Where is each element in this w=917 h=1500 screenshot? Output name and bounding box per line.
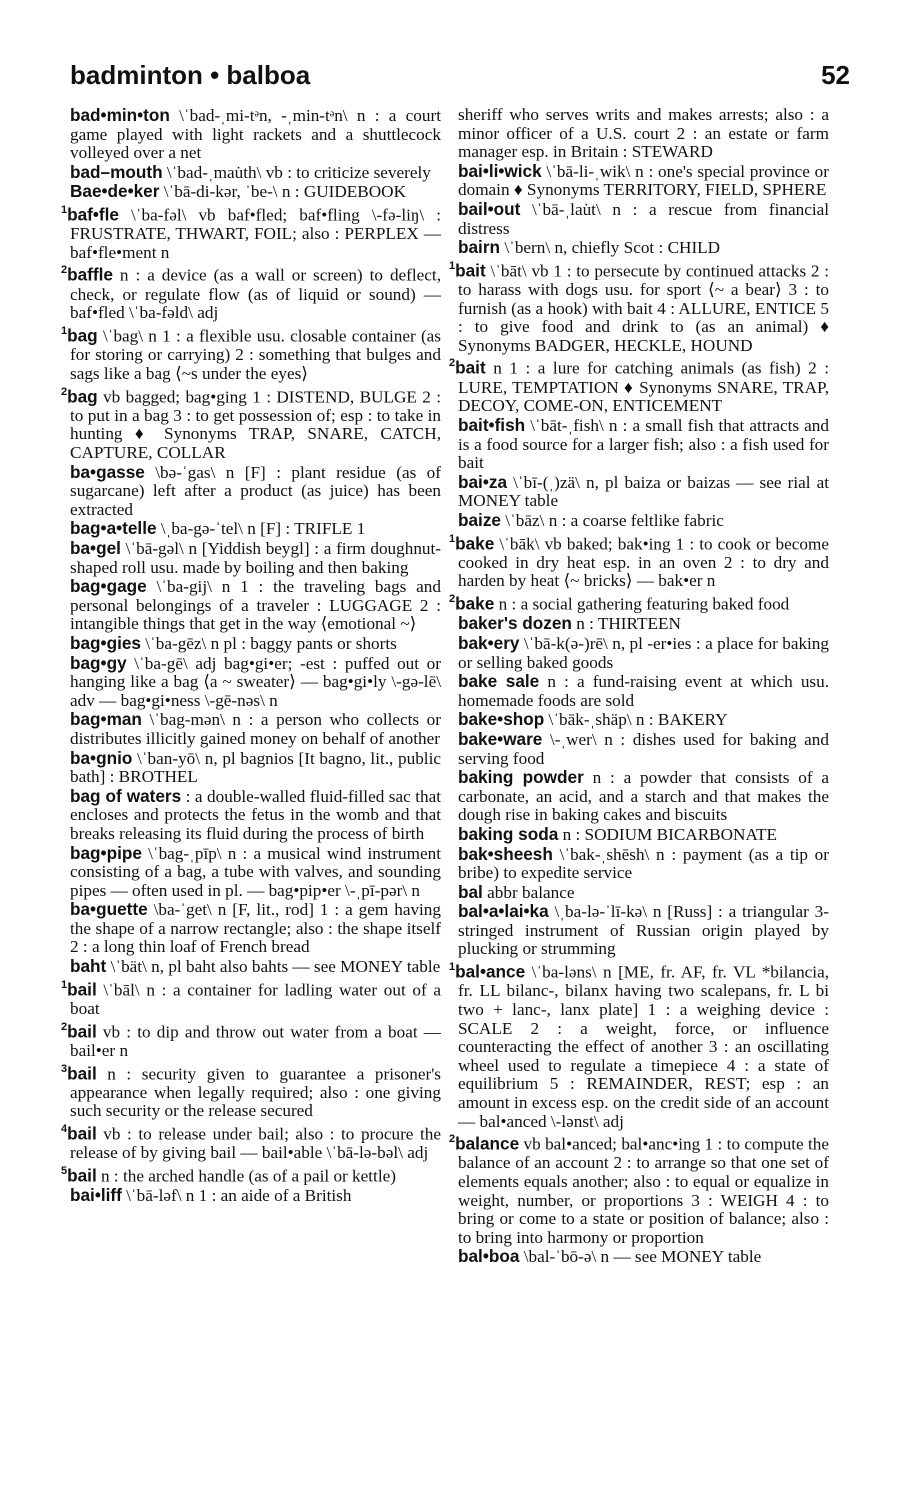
- dictionary-entry: [458, 845, 829, 883]
- dictionary-entry: [70, 844, 441, 901]
- entry-definition: \ˌba-lə-ˈlī-kə\ n [Russ] : a triangular 3-stringed instrument of Russian origin played by plucking or strumming: [458, 902, 829, 959]
- entry-definition: \ba-ˈget\ n [F, lit., rod] 1 : a gem having the shape of a narrow rectangle; also : the shape itself 2 : a long thin loaf of French bread: [70, 900, 441, 957]
- headword: bai•liff: [70, 1185, 122, 1206]
- headword: bail•out: [458, 198, 521, 219]
- dictionary-entry: [458, 672, 829, 710]
- headword: ba•gasse: [70, 461, 145, 482]
- dictionary-entry: [70, 577, 441, 634]
- homograph-number: 2: [449, 357, 456, 370]
- dictionary-entry: [458, 825, 829, 845]
- headword: baking powder: [458, 767, 584, 788]
- homograph-number: 1: [449, 259, 456, 272]
- entry-definition: n : security given to guarantee a prisoner's appearance when legally required; also : one giving such security or the release secured: [70, 1064, 441, 1121]
- dictionary-entry: [449, 258, 829, 356]
- entry-definition: n : a fund-raising event at which usu. homemade foods are sold: [458, 672, 829, 710]
- dictionary-entry: [458, 238, 829, 258]
- headword: baker's dozen: [458, 613, 572, 634]
- headword: bail: [67, 1123, 97, 1144]
- dictionary-entry: [458, 902, 829, 959]
- entry-definition: \bə-ˈgas\ n [F] : plant residue (as of sugarcane) left after a product (as juice) has been extracted: [70, 462, 441, 519]
- dictionary-entry: [61, 323, 441, 384]
- entry-definition: \ˈbāt-ˌfish\ n : a small fish that attracts and is a food source for a larger fish; also : a fish used for bait: [458, 415, 829, 473]
- homograph-number: 1: [449, 961, 456, 974]
- entry-definition: n : THIRTEEN: [571, 614, 681, 634]
- homograph-number: 4: [61, 1123, 68, 1136]
- dictionary-entry: [458, 416, 829, 473]
- entry-definition: \ˈba-gij\ n 1 : the traveling bags and personal belongings of a traveler : LUGGAGE 2 : intangible things that get in the way ⟨emotional ~⟩: [70, 577, 441, 634]
- entry-definition: \bal-ˈbō-ə\ n — see MONEY table: [519, 1247, 762, 1267]
- headword: baize: [458, 509, 501, 530]
- headword: bag•gage: [70, 576, 147, 597]
- headword: bal•ance: [455, 961, 526, 982]
- entry-definition: \ˈba-gēz\ n pl : baggy pants or shorts: [140, 633, 397, 653]
- entry-definition: vb : to release under bail; also : to procure the release of by giving bail — bail•able \ˈbā-lə-bəl\ adj: [70, 1124, 441, 1163]
- homograph-number: 1: [61, 325, 68, 337]
- dictionary-entry: [70, 749, 441, 787]
- dictionary-entry: [458, 634, 829, 672]
- headword: bag of waters: [70, 785, 182, 806]
- dictionary-entry: [70, 787, 441, 844]
- dictionary-entry: [61, 1061, 441, 1122]
- headword: bake: [455, 533, 495, 554]
- dictionary-entry: [458, 883, 829, 903]
- dictionary-entry: [449, 591, 829, 614]
- dictionary-entry: [61, 1163, 441, 1186]
- dictionary-entry: [70, 182, 441, 202]
- entry-definition: \ˈbag\ n 1 : a flexible usu. closable container (as for storing or carrying) 2 : something that bulges and sags like a bag ⟨~s under the eyes⟩: [70, 326, 441, 383]
- headword: bai•li•wick: [458, 160, 542, 181]
- headword: bake•shop: [458, 709, 545, 730]
- entry-definition: \ˈbad-ˌmi-tᵊn, -ˌmin-tᵊn\ n : a court game played with light rackets and a shuttlecock volleyed over a net: [70, 106, 441, 163]
- headword: bake•ware: [458, 728, 543, 749]
- dictionary-entry: [458, 106, 829, 162]
- dictionary-entry: [61, 1121, 441, 1163]
- headword: baf•fle: [67, 204, 119, 225]
- dictionary-entry: [458, 768, 829, 825]
- dictionary-entry: [70, 710, 441, 748]
- headword: ba•gnio: [70, 747, 133, 768]
- headword: bag•pipe: [70, 842, 142, 863]
- headword: bad–mouth: [70, 161, 163, 182]
- homograph-number: 1: [61, 978, 68, 991]
- entry-definition: \ˈbät\ n, pl baht also bahts — see MONEY table: [106, 957, 441, 977]
- dictionary-entry: [70, 654, 441, 711]
- dictionary-entry: [70, 163, 441, 183]
- entry-definition: \ˈbāt\ vb 1 : to persecute by continued attacks 2 : to harass with dogs usu. for sport ⟨~ a bear⟩ 3 : to furnish (as a hook) with bait 4 : ALLURE, ENTICE 5 : to give food and drink to (as an animal) ♦ Synonyms BADGER, HECKLE, HOUND: [458, 261, 829, 355]
- headword: bait: [455, 358, 486, 379]
- dictionary-entry: [70, 539, 441, 577]
- entry-definition: n 1 : a lure for catching animals (as fish) 2 : LURE, TEMPTATION ♦ Synonyms SNARE, TRAP, DECOY, COME-ON, ENTICEMENT: [458, 359, 829, 416]
- dictionary-entry: [61, 202, 441, 263]
- headword: baffle: [67, 265, 113, 286]
- homograph-number: 3: [61, 1062, 68, 1075]
- headword: bait: [455, 260, 486, 281]
- entry-definition: : a double-walled fluid-filled sac that encloses and protects the fetus in the womb and that breaks releasing its fluid during the process of birth: [70, 786, 441, 843]
- dictionary-entry: [458, 162, 829, 200]
- homograph-number: 2: [61, 1020, 68, 1033]
- headword: Bae•de•ker: [70, 181, 160, 202]
- dictionary-entry: [70, 1186, 441, 1206]
- entry-definition: \ˈbāz\ n : a coarse feltlike fabric: [501, 510, 724, 530]
- entry-definition: \ˈbī-(ˌ)zä\ n, pl baiza or baizas — see rial at MONEY table: [458, 472, 829, 511]
- entry-definition: \ˈbad-ˌmau̇th\ vb : to criticize severely: [162, 162, 431, 182]
- dictionary-entry: [70, 957, 441, 977]
- headword: bak•ery: [458, 632, 520, 653]
- entry-definition: \ˈbā-di-kər, ˈbe-\ n : GUIDEBOOK: [159, 182, 406, 202]
- entry-definition: vb bal•anced; bal•anc•ing 1 : to compute the balance of an account 2 : to arrange so that one set of elements equals another; also : to equal or equalize in weight, number, or proportions 3 : WEIGH 4 : to bring or come to a state or position of balance; also : to bring into harmony or proportion: [458, 1134, 829, 1247]
- headword: bag•a•telle: [70, 518, 157, 539]
- dictionary-entry: [458, 614, 829, 634]
- entry-definition: \ˈbāk\ vb baked; bak•ing 1 : to cook or become cooked in dry heat esp. in an oven 2 : to dry and harden by heat ⟨~ bricks⟩ — bak•er n: [458, 534, 829, 591]
- entry-definition: \ˈbā-k(ə-)rē\ n, pl -er•ies : a place for baking or selling baked goods: [458, 633, 829, 672]
- entry-definition: \ˈbern\ n, chiefly Scot : CHILD: [500, 238, 721, 258]
- dictionary-entry: [70, 900, 441, 957]
- entry-definition: n : the arched handle (as of a pail or kettle): [96, 1166, 396, 1186]
- right-column: [449, 105, 829, 1267]
- homograph-number: 2: [449, 593, 456, 606]
- dictionary-entry: [458, 710, 829, 730]
- headword: bal•a•lai•ka: [458, 901, 549, 922]
- entry-definition: \ˈbā-ˌlau̇t\ n : a rescue from financial distress: [458, 199, 829, 238]
- dictionary-entry: [458, 1247, 829, 1267]
- dictionary-entry: [449, 959, 829, 1131]
- headword: bag•gy: [70, 652, 127, 673]
- headword: bail: [67, 1165, 97, 1186]
- entry-definition: \ˈba-fəl\ vb baf•fled; baf•fling \-fə-liŋ\ : FRUSTRATE, THWART, FOIL; also : PERPLEX — baf•fle•ment n: [70, 205, 441, 262]
- entry-definition: n : a social gathering featuring baked food: [494, 594, 790, 614]
- homograph-number: 2: [61, 264, 68, 277]
- headword: bal•boa: [458, 1246, 520, 1267]
- homograph-number: 1: [449, 532, 456, 545]
- dictionary-entry: [449, 531, 829, 592]
- dictionary-entry: [70, 519, 441, 539]
- entry-definition: \ˈbāk-ˌshäp\ n : BAKERY: [544, 710, 728, 730]
- entry-definition: \ˈbā-li-ˌwik\ n : one's special province or domain ♦ Synonyms TERRITORY, FIELD, SPHERE: [458, 161, 829, 200]
- homograph-number: 2: [449, 1133, 456, 1146]
- page-header: [70, 60, 850, 100]
- dictionary-entry: [458, 200, 829, 238]
- entry-definition: \ˈbag-ˌpīp\ n : a musical wind instrument consisting of a bag, a tube with valves, and sounding pipes — often used in pl. — bag•pip•er \-ˌpī-pər\ n: [70, 843, 441, 900]
- entry-definition: \ˈba-gē\ adj bag•gi•er; -est : puffed out or hanging like a bag ⟨a ~ sweater⟩ — bag•gi•ly \-gə-lē\ adv — bag•gi•ness \-gē-nəs\ n: [70, 653, 441, 710]
- entry-definition: n : SODIUM BICARBONATE: [558, 824, 777, 844]
- dictionary-entry: [449, 355, 829, 416]
- headword: balance: [455, 1133, 520, 1154]
- left-column: [61, 105, 441, 1206]
- homograph-number: 5: [61, 1164, 68, 1177]
- dictionary-entry: [61, 977, 441, 1019]
- headword: baht: [70, 956, 107, 977]
- entry-definition: \-ˌwer\ n : dishes used for baking and serving food: [458, 729, 829, 768]
- running-head: badminton • balboa: [70, 60, 311, 90]
- entry-definition: vb : to dip and throw out water from a boat — bail•er n: [70, 1022, 441, 1060]
- entry-definition: \ˈbā-ləf\ n 1 : an aide of a British: [121, 1186, 352, 1206]
- headword: bag: [67, 386, 98, 407]
- dictionary-entry: [70, 106, 441, 163]
- entry-definition: \ˈba-ləns\ n [ME, fr. AF, fr. VL *bilancia, fr. LL bilanc-, bilanx having two scalepans, fr. L bi two + lanc-, lanx plate] 1 : a weighing device : SCALE 2 : a weight, force, or influence counteracting the effect of another 3 : an oscillating wheel used to regulate a timepiece 4 : a state of equilibrium 5 : REMAINDER, REST; esp : an amount in excess esp. on the credit side of an account — bal•anced \-lənst\ adj: [458, 962, 829, 1131]
- entry-definition: \ˈbā-gəl\ n [Yiddish beygl] : a firm doughnut-shaped roll usu. made by boiling and then baking: [70, 539, 441, 577]
- dictionary-entry: [61, 1019, 441, 1061]
- headword: bake: [455, 593, 495, 614]
- dictionary-entry: [70, 463, 441, 520]
- entry-definition: n : a device (as a wall or screen) to deflect, check, or regulate flow (as of liquid or sound) — baf•fled \ˈba-fəld\ adj: [70, 266, 441, 323]
- headword: bak•sheesh: [458, 843, 553, 864]
- dictionary-entry: [449, 1131, 829, 1247]
- headword: baking soda: [458, 823, 559, 844]
- headword: bait•fish: [458, 414, 526, 435]
- headword: ba•guette: [70, 899, 148, 920]
- dictionary-entry: [458, 473, 829, 511]
- headword: bail: [67, 1021, 97, 1042]
- headword: ba•gel: [70, 538, 121, 558]
- entry-definition: vb bagged; bag•ging 1 : DISTEND, BULGE 2 : to put in a bag 3 : to get possession of; esp : to take in hunting ♦ Synonyms TRAP, SNARE, CATCH, CAPTURE, COLLAR: [70, 387, 441, 463]
- headword: bad•min•ton: [70, 105, 170, 125]
- dictionary-entry: [61, 262, 441, 323]
- entry-definition: n : a powder that consists of a carbonate, an acid, and a starch and that makes the dough rise in baking cakes and biscuits: [458, 768, 829, 825]
- entry-definition: \ˈbag-mən\ n : a person who collects or distributes illicitly gained money on behalf of another: [70, 710, 441, 748]
- headword: bag•man: [70, 709, 142, 730]
- headword: bai•za: [458, 471, 508, 492]
- dictionary-entry: [458, 730, 829, 768]
- headword: bake sale: [458, 671, 540, 692]
- entry-definition: \ˈbāl\ n : a container for ladling water out of a boat: [70, 980, 441, 1018]
- headword: bal: [458, 881, 483, 902]
- dictionary-entry: [458, 511, 829, 531]
- headword: bag: [67, 325, 98, 346]
- homograph-number: 2: [61, 385, 68, 398]
- headword: bail: [67, 1063, 97, 1084]
- headword: bairn: [458, 237, 501, 258]
- entry-definition: abbr balance: [482, 882, 575, 902]
- page-number: 52: [821, 60, 850, 90]
- dictionary-entry: [61, 384, 441, 463]
- entry-definition: \ˈbak-ˌshēsh\ n : payment (as a tip or bribe) to expedite service: [458, 844, 829, 883]
- homograph-number: 1: [61, 203, 68, 216]
- headword: bag•gies: [70, 632, 141, 653]
- entry-definition: sheriff who serves writs and makes arrests; also : a minor officer of a U.S. court 2 : an estate or farm manager esp. in Britain : STEWARD: [458, 105, 829, 162]
- entry-definition: \ˈban-yō\ n, pl bagnios [It bagno, lit., public bath] : BROTHEL: [70, 748, 441, 787]
- headword: bail: [67, 979, 97, 1000]
- dictionary-entry: [70, 634, 441, 654]
- entry-definition: \ˌba-gə-ˈtel\ n [F] : TRIFLE 1: [156, 519, 366, 539]
